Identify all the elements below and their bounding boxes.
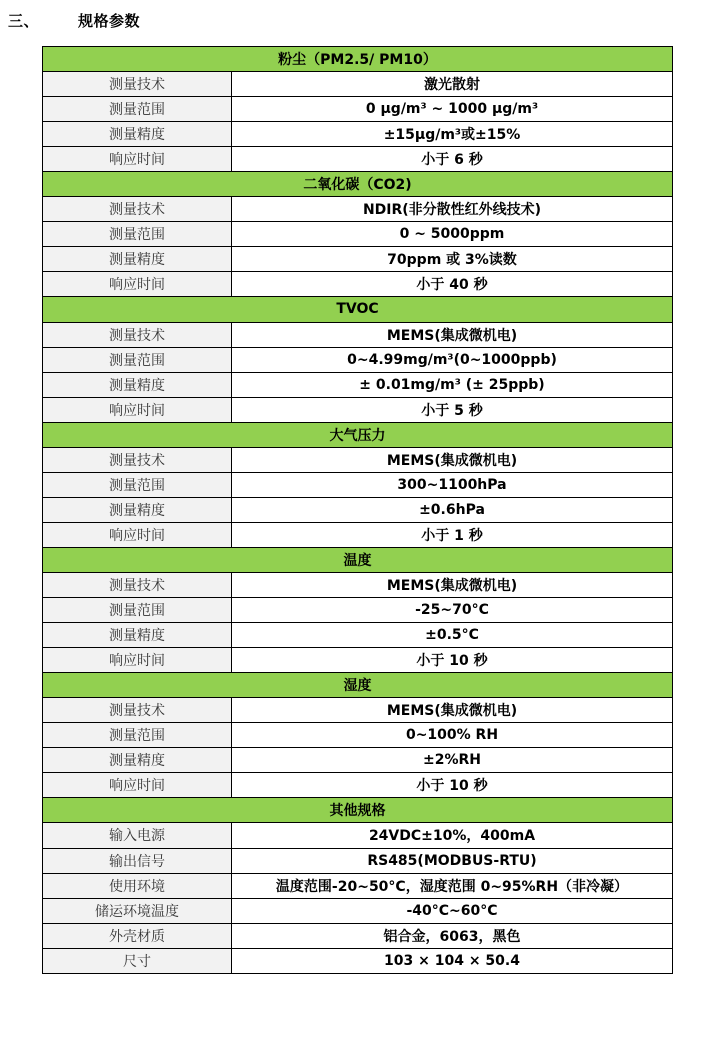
spec-row (43, 848, 673, 873)
spec-label-cell: 测量技术 (43, 698, 232, 723)
spec-label-cell: 测量技术 (43, 572, 232, 597)
spec-label-cell: 测量精度 (43, 497, 232, 522)
spec-value-cell: -25~70°C (232, 598, 673, 623)
spec-value-cell: ±15μg/m³或±15% (232, 122, 673, 147)
spec-value-cell: ± 0.01mg/m³ (± 25ppb) (232, 372, 673, 397)
spec-value-cell: MEMS(集成微机电) (232, 447, 673, 472)
spec-label-cell: 测量精度 (43, 372, 232, 397)
spec-value-cell: 70ppm 或 3%读数 (232, 247, 673, 272)
spec-label-cell: 测量范围 (43, 97, 232, 122)
spec-row (43, 347, 673, 372)
spec-label-cell: 测量技术 (43, 197, 232, 222)
spec-row (43, 598, 673, 623)
section-title: 规格参数 (78, 11, 141, 30)
section-number: 三、 (8, 11, 40, 30)
spec-row (43, 472, 673, 497)
spec-row (43, 748, 673, 773)
spec-value-cell: MEMS(集成微机电) (232, 572, 673, 597)
spec-row (43, 522, 673, 547)
spec-row (43, 322, 673, 347)
spec-value-cell: 小于 5 秒 (232, 397, 673, 422)
section-header-row (43, 297, 673, 322)
spec-value-cell: 0 ~ 5000ppm (232, 222, 673, 247)
section-header-row (43, 422, 673, 447)
spec-label-cell: 测量范围 (43, 723, 232, 748)
spec-value-cell: ±2%RH (232, 748, 673, 773)
spec-label-cell: 测量精度 (43, 623, 232, 648)
section-title-cell: 大气压力 (43, 422, 673, 447)
section-heading (8, 9, 140, 31)
spec-label-cell: 测量技术 (43, 72, 232, 97)
spec-value-cell: 24VDC±10%，400mA (232, 823, 673, 848)
spec-label-cell: 输出信号 (43, 848, 232, 873)
spec-label-cell: 测量精度 (43, 748, 232, 773)
spec-label-cell: 测量范围 (43, 347, 232, 372)
spec-label-cell: 测量范围 (43, 222, 232, 247)
spec-value-cell: RS485(MODBUS-RTU) (232, 848, 673, 873)
spec-label-cell: 尺寸 (43, 948, 232, 973)
spec-value-cell: 铝合金，6063，黑色 (232, 923, 673, 948)
spec-value-cell: ±0.5°C (232, 623, 673, 648)
spec-value-cell: 激光散射 (232, 72, 673, 97)
spec-value-cell: -40°C~60°C (232, 898, 673, 923)
section-header-row (43, 172, 673, 197)
spec-row (43, 773, 673, 798)
spec-row (43, 723, 673, 748)
section-title-cell: TVOC (43, 297, 673, 322)
spec-value-cell: NDIR(非分散性红外线技术) (232, 197, 673, 222)
spec-row (43, 497, 673, 522)
spec-label-cell: 测量精度 (43, 122, 232, 147)
spec-label-cell: 使用环境 (43, 873, 232, 898)
spec-row (43, 923, 673, 948)
section-title-cell: 二氧化碳（CO2) (43, 172, 673, 197)
section-header-row (43, 673, 673, 698)
spec-label-cell: 响应时间 (43, 397, 232, 422)
spec-label-cell: 响应时间 (43, 773, 232, 798)
spec-row (43, 147, 673, 172)
spec-value-cell: 小于 1 秒 (232, 522, 673, 547)
spec-row (43, 648, 673, 673)
spec-label-cell: 测量范围 (43, 598, 232, 623)
spec-label-cell: 测量精度 (43, 247, 232, 272)
section-header-row (43, 798, 673, 823)
spec-value-cell: 103 × 104 × 50.4 (232, 948, 673, 973)
spec-row (43, 397, 673, 422)
section-header-row (43, 47, 673, 72)
spec-value-cell: ±0.6hPa (232, 497, 673, 522)
spec-table (42, 46, 673, 974)
spec-label-cell: 测量技术 (43, 322, 232, 347)
spec-label-cell: 响应时间 (43, 147, 232, 172)
spec-value-cell: 小于 40 秒 (232, 272, 673, 297)
spec-value-cell: 小于 10 秒 (232, 773, 673, 798)
spec-row (43, 197, 673, 222)
spec-row (43, 572, 673, 597)
spec-value-cell: 0 μg/m³ ~ 1000 μg/m³ (232, 97, 673, 122)
spec-row (43, 948, 673, 973)
spec-value-cell: 300~1100hPa (232, 472, 673, 497)
spec-value-cell: MEMS(集成微机电) (232, 322, 673, 347)
spec-value-cell: 小于 6 秒 (232, 147, 673, 172)
section-header-row (43, 547, 673, 572)
spec-row (43, 222, 673, 247)
spec-label-cell: 测量范围 (43, 472, 232, 497)
spec-row (43, 898, 673, 923)
spec-label-cell: 外壳材质 (43, 923, 232, 948)
spec-row (43, 873, 673, 898)
spec-label-cell: 储运环境温度 (43, 898, 232, 923)
section-title-cell: 其他规格 (43, 798, 673, 823)
section-title-cell: 粉尘（PM2.5/ PM10） (43, 47, 673, 72)
spec-value-cell: 小于 10 秒 (232, 648, 673, 673)
spec-row (43, 122, 673, 147)
spec-row (43, 623, 673, 648)
spec-row (43, 372, 673, 397)
spec-value-cell: MEMS(集成微机电) (232, 698, 673, 723)
spec-row (43, 72, 673, 97)
spec-row (43, 247, 673, 272)
section-title-cell: 温度 (43, 547, 673, 572)
spec-row (43, 823, 673, 848)
spec-row (43, 97, 673, 122)
spec-row (43, 698, 673, 723)
spec-label-cell: 测量技术 (43, 447, 232, 472)
spec-label-cell: 响应时间 (43, 522, 232, 547)
spec-label-cell: 响应时间 (43, 272, 232, 297)
spec-row (43, 447, 673, 472)
spec-row (43, 272, 673, 297)
spec-label-cell: 响应时间 (43, 648, 232, 673)
spec-value-cell: 0~100% RH (232, 723, 673, 748)
spec-value-cell: 温度范围-20~50°C，湿度范围 0~95%RH（非冷凝） (232, 873, 673, 898)
section-title-cell: 湿度 (43, 673, 673, 698)
spec-label-cell: 输入电源 (43, 823, 232, 848)
spec-value-cell: 0~4.99mg/m³(0~1000ppb) (232, 347, 673, 372)
